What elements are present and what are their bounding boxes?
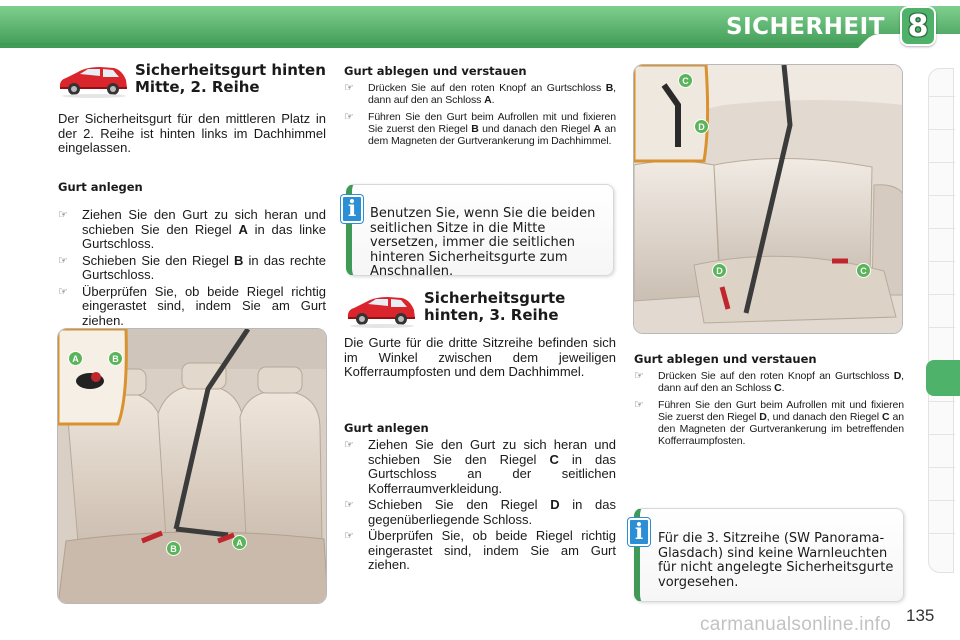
chapter-badge[interactable] [900,6,936,46]
step-text: . [491,94,495,106]
step-ref: A [484,94,492,106]
step-text: Ziehen Sie den Gurt zu sich heran und schieben Sie den Riegel [368,437,616,467]
tab-divider [929,294,955,295]
step-ref: A [593,123,602,135]
pointing-hand-icon: ☞ [58,209,68,221]
step-text: , und danach den Riegel [766,411,883,423]
label-b: B [108,351,123,366]
pointing-hand-icon: ☞ [634,399,644,411]
list-item [58,285,326,329]
tab-divider [929,129,955,130]
step-text: . [781,382,785,394]
step-text: Führen Sie den Gurt beim Aufrollen mit und fixieren Sie zuerst den Riegel [368,111,616,135]
step-ref: C [774,382,782,394]
tab-divider [929,195,955,196]
tab-divider [929,467,955,468]
fasten-steps-third-row [344,438,616,575]
step-text: in das rechte Gurtschloss. [82,252,326,282]
intro-middle-seat: Der Sicherheitsgurt für den mittleren Platz in der 2. Reihe ist hinten links im Dachhimmel eingelassen. [58,111,326,155]
heading-line: hinten, 3. Reihe [424,306,559,324]
list-item [58,254,326,283]
list-item [344,82,616,106]
page-number: 135 [906,606,935,625]
step-ref: B [605,82,614,94]
list-item [634,370,904,394]
info-text-middle: Benutzen Sie, wenn Sie die beiden seitlichen Sitze in die Mitte versetzen, immer die seitlichen hinteren Sicherheitsgurte zum Anschnallen. [370,206,596,279]
label-d: D [712,263,727,278]
label-c: C [856,263,871,278]
pointing-hand-icon: ☞ [344,499,354,511]
tab-divider [929,261,955,262]
step-text: und danach den Riegel [478,123,594,135]
stow-steps-middle [344,82,616,152]
car-icon [344,290,418,330]
label-c: C [678,73,693,88]
step-ref: D [893,370,902,382]
step-ref: C [882,411,890,423]
step-text: , dann auf den an Schloss [658,370,904,394]
fasten-heading: Gurt anlegen [58,180,143,194]
list-item [344,498,616,527]
third-row-seat-illustration [634,65,903,334]
step-ref: D [759,411,767,423]
photo-middle-seatbelt [57,328,327,604]
step-text: in das linke Gurtschloss. [82,221,326,251]
tab-divider [929,162,955,163]
section-heading-third-row [424,290,614,324]
tab-divider [929,327,955,328]
tab-divider [929,500,955,501]
info-text-third-row: Für die 3. Sitzreihe (SW Panorama-Glasdach) sind keine Warnleuchten für nicht angelegte Sicherheitsgurte vorgesehen. [658,531,894,590]
label-a: A [232,535,247,550]
stow-heading: Gurt ablegen und verstauen [344,64,527,78]
photo-third-row-seatbelt [633,64,903,334]
pointing-hand-icon: ☞ [344,530,354,542]
list-item [58,208,326,252]
step-text: , dann auf den an Schloss [368,82,616,106]
pointing-hand-icon: ☞ [58,254,68,267]
pointing-hand-icon: ☞ [344,82,354,94]
step-text: Überprüfen Sie, ob beide Riegel richtig eingerastet sind, indem Sie am Gurt ziehen. [368,528,616,572]
pointing-hand-icon: ☞ [344,439,354,451]
tab-divider [929,533,955,534]
car-icon [56,60,130,100]
active-chapter-tab[interactable] [926,360,960,396]
step-text: Führen Sie den Gurt beim Aufrollen mit und fixieren Sie zuerst den Riegel [658,399,904,423]
fasten-heading: Gurt anlegen [344,421,429,435]
chapter-number: 8 [907,8,929,44]
step-text: in das Gurtschloss an der seitlichen Kofferraumverkleidung. [368,451,616,496]
stow-heading: Gurt ablegen und verstauen [634,352,817,366]
info-icon: i [341,195,363,223]
step-text: Überprüfen Sie, ob beide Riegel richtig eingerastet sind, indem Sie am Gurt ziehen. [82,283,326,328]
step-text: Ziehen Sie den Gurt zu sich heran und schieben Sie den Riegel [82,207,326,237]
step-ref: B [234,252,244,268]
list-item [344,529,616,573]
step-ref: A [238,221,248,237]
step-text: an den Magneten der Gurtverankerung im betreffenden Kofferraumpfosten. [658,411,904,447]
step-text: Schieben Sie den Riegel [82,252,235,268]
list-item [634,399,904,447]
tab-divider [929,434,955,435]
stow-steps-third-row [634,370,904,452]
tab-divider [929,96,955,97]
list-item [344,438,616,496]
watermark: carmanualsonline.info [700,614,892,635]
section-title: SICHERHEIT [726,14,885,40]
step-text: Drücken Sie auf den roten Knopf an Gurtschloss [658,370,894,382]
intro-third-row: Die Gurte für die dritte Sitzreihe befinden sich im Winkel zwischen dem jeweiligen Kofferraumpfosten und dem Dachhimmel. [344,335,616,379]
step-text: an dem Magneten der Gurtverankerung im Dachhimmel. [368,123,616,147]
label-b: B [166,541,181,556]
chapter-tab-strip [928,68,954,573]
step-ref: C [549,451,559,467]
label-d: D [694,119,709,134]
pointing-hand-icon: ☞ [344,111,354,123]
label-a: A [68,351,83,366]
pointing-hand-icon: ☞ [58,285,68,298]
list-item [344,111,616,147]
step-ref: B [471,123,479,135]
step-ref: D [550,497,560,512]
rear-seat-illustration [58,329,327,604]
heading-line: Sicherheitsgurt hinten [135,61,326,79]
step-text: Drücken Sie auf den roten Knopf an Gurtschloss [368,82,606,94]
heading-line: Sicherheitsgurte [424,289,566,307]
fasten-steps-middle [58,208,326,330]
step-text: Schieben Sie den Riegel [368,497,551,512]
pointing-hand-icon: ☞ [634,370,644,382]
heading-line: Mitte, 2. Reihe [135,78,260,96]
section-heading-middle-seat [135,62,335,96]
step-text: in das gegenüberliegende Schloss. [368,497,616,527]
info-icon: i [628,518,650,546]
tab-divider [929,401,955,402]
tab-divider [929,228,955,229]
